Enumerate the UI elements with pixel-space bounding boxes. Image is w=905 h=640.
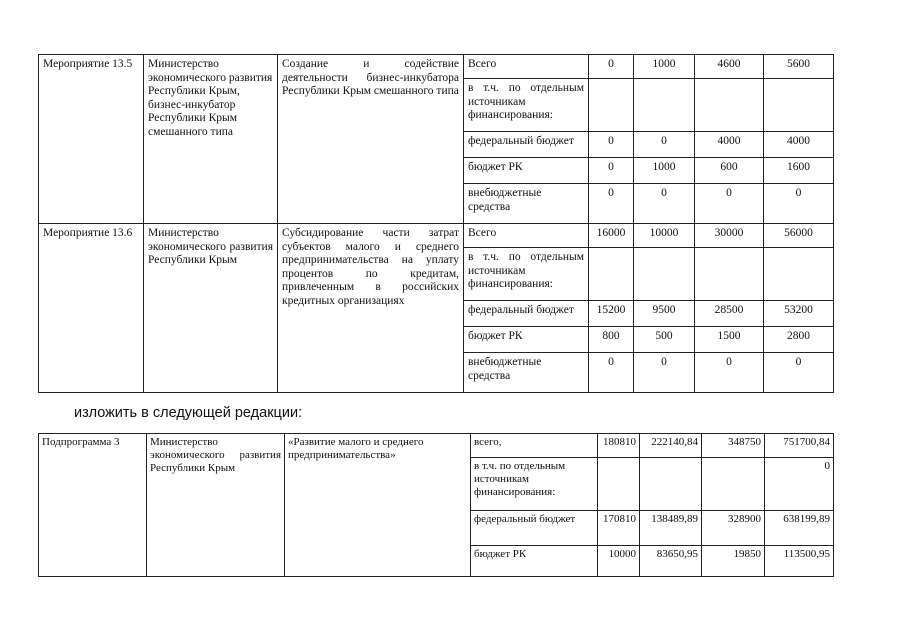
value-cell: 16000 bbox=[589, 224, 634, 248]
table-row bbox=[39, 434, 834, 458]
funding-label: федеральный бюджет bbox=[464, 301, 589, 327]
value-cell bbox=[589, 79, 634, 132]
value-cell: 800 bbox=[589, 327, 634, 353]
value-cell: 30000 bbox=[695, 224, 764, 248]
value-cell: 56000 bbox=[764, 224, 834, 248]
executor: Министерство экономического развития Республики Крым, бизнес-инкубатор Республики Крым смешанного типа bbox=[144, 55, 278, 224]
funding-label: в т.ч. по отдельным источникам финансирования: bbox=[471, 458, 598, 511]
funding-label: Всего bbox=[464, 224, 589, 248]
table-row bbox=[39, 224, 834, 248]
value-cell: 138489,89 bbox=[640, 511, 702, 546]
value-cell: 83650,95 bbox=[640, 546, 702, 577]
value-cell: 4600 bbox=[695, 55, 764, 79]
value-cell: 9500 bbox=[634, 301, 695, 327]
value-cell: 1600 bbox=[764, 158, 834, 184]
value-cell bbox=[764, 79, 834, 132]
amendment-instruction: изложить в следующей редакции: bbox=[74, 405, 303, 421]
value-cell: 15200 bbox=[589, 301, 634, 327]
value-cell: 1000 bbox=[634, 55, 695, 79]
value-cell: 751700,84 bbox=[765, 434, 834, 458]
funding-label: бюджет РК bbox=[464, 158, 589, 184]
value-cell: 53200 bbox=[764, 301, 834, 327]
value-cell: 638199,89 bbox=[765, 511, 834, 546]
value-cell: 170810 bbox=[598, 511, 640, 546]
value-cell: 0 bbox=[589, 184, 634, 224]
value-cell: 1500 bbox=[695, 327, 764, 353]
value-cell bbox=[702, 458, 765, 511]
funding-label: всего, bbox=[471, 434, 598, 458]
funding-label: Всего bbox=[464, 55, 589, 79]
executor: Министерство экономического развития Республики Крым bbox=[147, 434, 285, 577]
event-description: Субсидирование части затрат субъектов малого и среднего предпринимательства на уплату процентов по кредитам, привлеченным в российских кредитных организациях bbox=[278, 224, 464, 393]
value-cell: 10000 bbox=[634, 224, 695, 248]
value-cell bbox=[634, 79, 695, 132]
value-cell bbox=[634, 248, 695, 301]
value-cell: 0 bbox=[764, 353, 834, 393]
value-cell: 0 bbox=[764, 184, 834, 224]
value-cell: 328900 bbox=[702, 511, 765, 546]
value-cell bbox=[695, 248, 764, 301]
funding-label: федеральный бюджет bbox=[471, 511, 598, 546]
executor: Министерство экономического развития Республики Крым bbox=[144, 224, 278, 393]
value-cell: 0 bbox=[765, 458, 834, 511]
value-cell: 0 bbox=[589, 158, 634, 184]
funding-label: бюджет РК bbox=[464, 327, 589, 353]
value-cell: 113500,95 bbox=[765, 546, 834, 577]
event-description: Создание и содействие деятельности бизнес-инкубатора Республики Крым смешанного типа bbox=[278, 55, 464, 224]
value-cell bbox=[764, 248, 834, 301]
value-cell: 1000 bbox=[634, 158, 695, 184]
value-cell bbox=[640, 458, 702, 511]
value-cell: 0 bbox=[589, 353, 634, 393]
funding-table-old bbox=[38, 54, 834, 393]
value-cell: 0 bbox=[695, 184, 764, 224]
value-cell: 222140,84 bbox=[640, 434, 702, 458]
funding-label: в т.ч. по отдельным источникам финансирования: bbox=[464, 79, 589, 132]
event-name: Мероприятие 13.5 bbox=[39, 55, 144, 224]
funding-label: внебюджетные средства bbox=[464, 184, 589, 224]
funding-label: внебюджетные средства bbox=[464, 353, 589, 393]
value-cell: 5600 bbox=[764, 55, 834, 79]
value-cell: 0 bbox=[589, 55, 634, 79]
funding-label: в т.ч. по отдельным источникам финансирования: bbox=[464, 248, 589, 301]
value-cell: 180810 bbox=[598, 434, 640, 458]
value-cell: 28500 bbox=[695, 301, 764, 327]
value-cell: 0 bbox=[634, 132, 695, 158]
value-cell: 0 bbox=[695, 353, 764, 393]
value-cell bbox=[695, 79, 764, 132]
value-cell: 500 bbox=[634, 327, 695, 353]
funding-label: федеральный бюджет bbox=[464, 132, 589, 158]
subprogram-description: «Развитие малого и среднего предпринимательства» bbox=[285, 434, 471, 577]
table-row bbox=[39, 55, 834, 79]
value-cell: 0 bbox=[634, 353, 695, 393]
value-cell: 2800 bbox=[764, 327, 834, 353]
funding-label: бюджет РК bbox=[471, 546, 598, 577]
value-cell: 0 bbox=[589, 132, 634, 158]
value-cell bbox=[589, 248, 634, 301]
value-cell: 600 bbox=[695, 158, 764, 184]
value-cell: 4000 bbox=[695, 132, 764, 158]
value-cell: 348750 bbox=[702, 434, 765, 458]
value-cell bbox=[598, 458, 640, 511]
funding-table-new bbox=[38, 433, 834, 577]
value-cell: 19850 bbox=[702, 546, 765, 577]
event-name: Мероприятие 13.6 bbox=[39, 224, 144, 393]
value-cell: 4000 bbox=[764, 132, 834, 158]
value-cell: 0 bbox=[634, 184, 695, 224]
subprogram-name: Подпрограмма 3 bbox=[39, 434, 147, 577]
value-cell: 10000 bbox=[598, 546, 640, 577]
